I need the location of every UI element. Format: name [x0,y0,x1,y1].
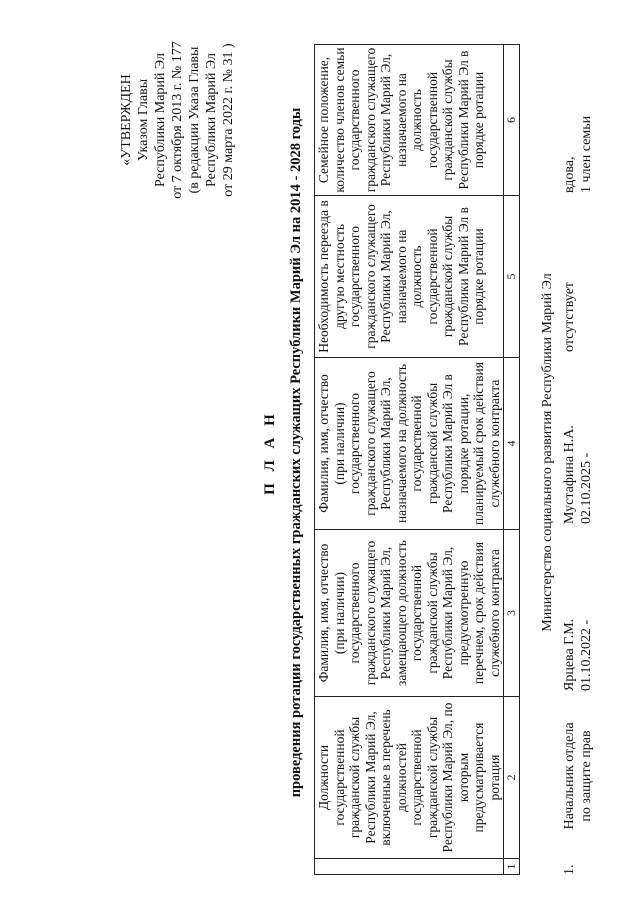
row-family-line: 1 член семьи [579,115,594,193]
table-header-row [315,45,504,875]
column-number: 2 [504,697,520,859]
row-appointee-line: 02.10.2025 - [579,452,594,524]
plan-subtitle: проведения ротации государственных гражданских служащих Республики Марий Эл на 2014 - 2028 годы [288,107,304,798]
table-header-cell [315,859,504,875]
plan-title: П Л А Н [262,410,278,495]
approval-stamp [118,10,237,230]
row-relocation: отсутствует [562,281,577,352]
approval-line: Республики Марий Эл [153,53,168,187]
ministry-heading: Министерство социального развития Республики Марий Эл [540,273,555,632]
row-family [561,116,595,193]
row-position [561,697,595,855]
table-header-cell: Фамилия, имя, отчество (при наличии) государственного гражданского служащего Республики Марий Эл, замещающего должность государственной гражданской службы Республики Марий Эл, предусмотренную перечнем, срок действия служебного контракта [315,530,504,697]
approval-line: (в редакции Указа Главы [187,46,202,194]
column-number: 4 [504,358,520,530]
row-number: 1. [562,864,577,875]
table-header-cell: Необходимость переезда в другую местность государственного гражданского служащего Республики Марий Эл, назначаемого на должность государственной гражданской службы Республики Марий Эл в порядке ротации [315,196,504,358]
row-family-line: вдова, [562,156,577,193]
row-appointee-line: Мустафина Н.А. [562,425,577,524]
approval-line: от 29 марта 2022 г. № 31 ) [221,43,236,197]
column-number: 6 [504,45,520,196]
table-header-cell: Должности государственной гражданской службы Республики Марий Эл, включенные в перечень должностей государственной гражданской службы Республики Марий Эл, по которым предусматривается ротация [315,697,504,859]
row-current-line: 01.10.2022 - [579,619,594,691]
row-position-line: по защите прав [579,730,594,822]
table-number-row [504,45,520,875]
rotation-table [314,44,520,875]
table-header-cell: Фамилия, имя, отчество (при наличии) государственного гражданского служащего Республики Марий Эл, назначаемого на должность государственной гражданской службы Республики Марий Эл в порядке ротации, планируемый срок действия служебного контракта [315,358,504,530]
row-current-holder [561,619,595,691]
approval-line: «УТВЕРЖДЕН [119,74,134,166]
column-number: 5 [504,196,520,358]
row-position-line: Начальник отдела [562,722,577,830]
row-current-line: Ярцева Г.М. [562,618,577,691]
approval-line: Республики Марий Эл [204,53,219,187]
column-number: 3 [504,530,520,697]
row-appointee [561,425,595,524]
table-header-cell: Семейное положение, количество членов семьи государственного гражданского служащего Республики Марий Эл, назначаемого на должность государственной гражданской службы Республики Марий Эл в порядке ротации [315,45,504,196]
column-number: 1 [504,859,520,875]
approval-line: от 7 октября 2013 г. № 177 [170,41,185,199]
approval-line: Указом Главы [136,78,151,162]
